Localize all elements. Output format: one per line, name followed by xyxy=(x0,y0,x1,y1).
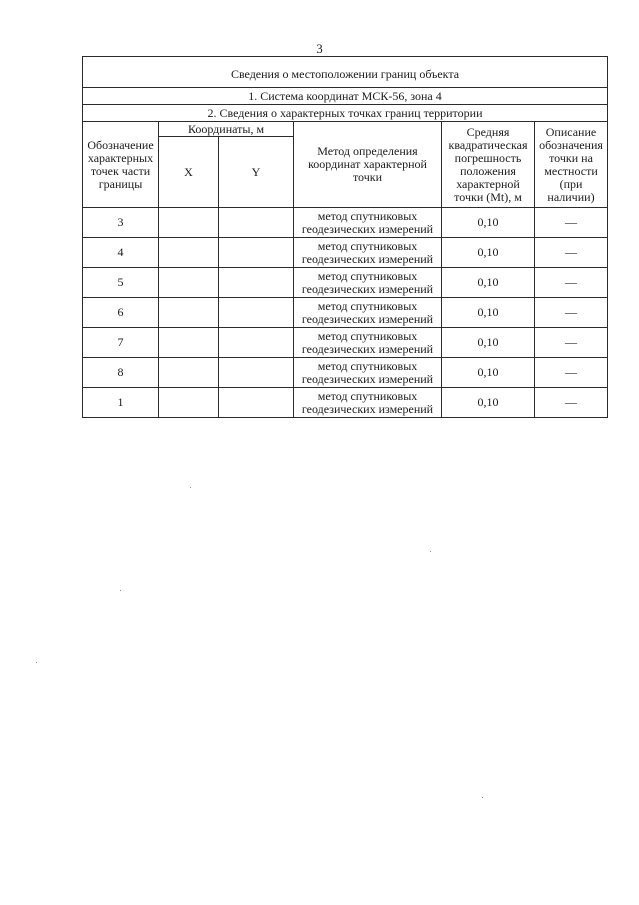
cell-description: — xyxy=(535,358,608,388)
table-row xyxy=(83,328,608,358)
cell-x xyxy=(159,298,219,328)
cell-description: — xyxy=(535,208,608,238)
header-x: X xyxy=(159,137,219,208)
cell-point: 8 xyxy=(83,358,159,388)
scan-speck xyxy=(36,662,37,663)
scan-speck xyxy=(120,590,121,591)
cell-point: 1 xyxy=(83,388,159,418)
cell-y xyxy=(219,328,294,358)
cell-x xyxy=(159,358,219,388)
cell-method: метод спутниковых геодезических измерений xyxy=(294,388,442,418)
cell-error: 0,10 xyxy=(442,328,535,358)
table-row xyxy=(83,298,608,328)
cell-description: — xyxy=(535,328,608,358)
cell-x xyxy=(159,328,219,358)
cell-x xyxy=(159,208,219,238)
page-number: 3 xyxy=(316,41,323,56)
cell-method: метод спутниковых геодезических измерений xyxy=(294,328,442,358)
cell-x xyxy=(159,388,219,418)
scan-speck xyxy=(190,487,191,488)
boundary-points-table xyxy=(82,56,608,418)
coordinate-system-row xyxy=(83,88,608,105)
cell-method: метод спутниковых геодезических измерений xyxy=(294,208,442,238)
cell-y xyxy=(219,358,294,388)
cell-description: — xyxy=(535,268,608,298)
cell-method: метод спутниковых геодезических измерений xyxy=(294,298,442,328)
cell-description: — xyxy=(535,298,608,328)
scan-speck xyxy=(430,551,431,552)
table-title: Сведения о местоположении границ объекта xyxy=(83,57,608,88)
cell-method: метод спутниковых геодезических измерений xyxy=(294,238,442,268)
header-coordinates: Координаты, м xyxy=(159,122,294,137)
table-row xyxy=(83,208,608,238)
cell-y xyxy=(219,298,294,328)
cell-x xyxy=(159,238,219,268)
section-heading-row xyxy=(83,105,608,122)
header-method: Метод определения координат характерной точки xyxy=(294,122,442,208)
header-error: Средняя квадратическая погрешность положения характерной точки (Mt), м xyxy=(442,122,535,208)
cell-point: 6 xyxy=(83,298,159,328)
cell-description: — xyxy=(535,238,608,268)
header-description: Описание обозначения точки на местности (при наличии) xyxy=(535,122,608,208)
cell-point: 7 xyxy=(83,328,159,358)
cell-y xyxy=(219,388,294,418)
cell-error: 0,10 xyxy=(442,208,535,238)
table-row xyxy=(83,358,608,388)
cell-x xyxy=(159,268,219,298)
cell-error: 0,10 xyxy=(442,268,535,298)
cell-error: 0,10 xyxy=(442,388,535,418)
cell-y xyxy=(219,268,294,298)
cell-method: метод спутниковых геодезических измерений xyxy=(294,268,442,298)
table-row xyxy=(83,268,608,298)
table-row xyxy=(83,238,608,268)
cell-point: 4 xyxy=(83,238,159,268)
header-row-1 xyxy=(83,122,608,137)
coordinate-system-label: 1. Система координат МСК-56, зона 4 xyxy=(83,88,608,105)
cell-error: 0,10 xyxy=(442,238,535,268)
cell-y xyxy=(219,208,294,238)
cell-error: 0,10 xyxy=(442,298,535,328)
cell-point: 5 xyxy=(83,268,159,298)
cell-y xyxy=(219,238,294,268)
header-designation: Обозначение характерных точек части границы xyxy=(83,122,159,208)
table-row xyxy=(83,388,608,418)
cell-point: 3 xyxy=(83,208,159,238)
header-y: Y xyxy=(219,137,294,208)
scan-speck xyxy=(482,797,483,798)
section-heading-label: 2. Сведения о характерных точках границ территории xyxy=(83,105,608,122)
cell-method: метод спутниковых геодезических измерений xyxy=(294,358,442,388)
cell-description: — xyxy=(535,388,608,418)
table-title-row xyxy=(83,57,608,88)
cell-error: 0,10 xyxy=(442,358,535,388)
